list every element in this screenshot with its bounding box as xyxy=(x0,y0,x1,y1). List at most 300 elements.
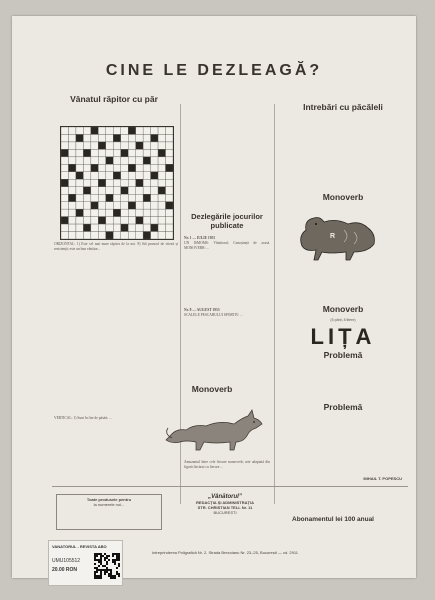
qr-module xyxy=(116,571,118,573)
crossword-cell xyxy=(83,172,90,179)
qr-module xyxy=(116,553,118,555)
qr-module xyxy=(98,575,100,577)
qr-module xyxy=(112,577,114,579)
crossword-cell xyxy=(113,127,120,134)
crossword-cell xyxy=(121,179,128,186)
crossword-black-cell xyxy=(98,179,105,186)
crossword-cell xyxy=(113,217,120,224)
crossword-cell xyxy=(106,217,113,224)
address-line-1: REDACȚIA ȘI ADMINISTRAȚIA xyxy=(196,500,254,505)
crossword-cell xyxy=(151,164,158,171)
crossword-cell xyxy=(158,134,165,141)
qr-module xyxy=(116,573,118,575)
crossword-cell xyxy=(166,127,173,134)
crossword-header: Vânatul răpitor cu păr xyxy=(70,94,158,104)
sticker-line-3: 20.00 RON xyxy=(52,567,78,573)
qr-module xyxy=(96,569,98,571)
crossword-cell xyxy=(128,232,135,239)
clues-horizontal-lead: ORIZONTAL: 1) Este cel mai mare răpitor de la noi. 8) Stă pruncul de viteză și rezistență; este un bun vânător... xyxy=(54,242,178,251)
crossword-cell xyxy=(151,179,158,186)
qr-module xyxy=(100,571,102,573)
qr-module xyxy=(94,563,96,565)
footer-box-line-1: Toate produsele pentru xyxy=(86,497,132,502)
crossword-cell xyxy=(76,224,83,231)
crossword-cell xyxy=(143,142,150,149)
crossword-cell xyxy=(83,164,90,171)
crossword-cell xyxy=(151,157,158,164)
qr-module xyxy=(98,565,100,567)
crossword-cell xyxy=(128,209,135,216)
crossword-black-cell xyxy=(128,127,135,134)
crossword-cell xyxy=(76,164,83,171)
crossword-cell xyxy=(136,134,143,141)
crossword-black-cell xyxy=(121,224,128,231)
crossword-cell xyxy=(136,224,143,231)
crossword-cell xyxy=(83,217,90,224)
crossword-cell xyxy=(143,134,150,141)
crossword-cell xyxy=(76,149,83,156)
crossword-black-cell xyxy=(151,172,158,179)
crossword-cell xyxy=(143,224,150,231)
crossword-cell xyxy=(83,232,90,239)
crossword-black-cell xyxy=(91,127,98,134)
qr-module xyxy=(94,553,96,555)
qr-module xyxy=(108,575,110,577)
address-line-2: STR. CHRISTIAN TELL Nr. 11 xyxy=(197,505,253,510)
qr-module xyxy=(116,555,118,557)
crossword-cell xyxy=(151,209,158,216)
crossword-cell xyxy=(151,142,158,149)
qr-module xyxy=(118,565,120,567)
crossword-black-cell xyxy=(143,194,150,201)
qr-module xyxy=(106,561,108,563)
crossword-black-cell xyxy=(83,187,90,194)
problem-2-text xyxy=(280,414,408,470)
crossword-cell xyxy=(166,179,173,186)
crossword-cell xyxy=(136,172,143,179)
crossword-cell xyxy=(106,149,113,156)
crossword-black-cell xyxy=(61,179,68,186)
solutions-text: SCALELE PESCARULUI SPORTIV: ... xyxy=(184,313,243,318)
crossword-cell xyxy=(113,187,120,194)
crossword-cell xyxy=(68,149,75,156)
qr-module xyxy=(110,569,112,571)
crossword-cell xyxy=(98,194,105,201)
crossword-cell xyxy=(121,142,128,149)
crossword-cell xyxy=(136,232,143,239)
crossword-cell xyxy=(136,164,143,171)
crossword-cell xyxy=(98,232,105,239)
issue-heading: Nr. 1 — IULIE 1955 xyxy=(184,236,216,240)
crossword-cell xyxy=(68,232,75,239)
qr-module xyxy=(98,577,100,579)
crossword-cell xyxy=(68,202,75,209)
crossword-black-cell xyxy=(158,149,165,156)
qr-module xyxy=(110,573,112,575)
qr-module xyxy=(118,553,120,555)
crossword-cell xyxy=(128,149,135,156)
monoverb-header-right: Monoverb xyxy=(322,192,364,202)
crossword-black-cell xyxy=(151,224,158,231)
crossword-cell xyxy=(76,232,83,239)
crossword-cell xyxy=(68,179,75,186)
crossword-cell xyxy=(76,127,83,134)
crossword-cell xyxy=(76,179,83,186)
crossword-cell xyxy=(113,157,120,164)
crossword-cell xyxy=(166,194,173,201)
crossword-cell xyxy=(151,217,158,224)
lita-word: LIȚA xyxy=(310,324,376,349)
crossword-cell xyxy=(113,179,120,186)
crossword-black-cell xyxy=(113,134,120,141)
crossword-black-cell xyxy=(166,164,173,171)
crossword-black-cell xyxy=(128,164,135,171)
qr-module xyxy=(118,575,120,577)
crossword-cell xyxy=(98,149,105,156)
crossword-cell xyxy=(143,127,150,134)
crossword-cell xyxy=(61,202,68,209)
crossword-black-cell xyxy=(106,232,113,239)
crossword-cell xyxy=(61,194,68,201)
trick-questions-header: Intrebări cu păcăleli xyxy=(303,102,383,112)
fox-illustration xyxy=(164,398,268,458)
printer-imprint: Intreprinderea Poligrafică Nr. 2, Strada Brezoianu Nr. 23–25, București — cd. 2911 xyxy=(151,550,298,555)
crossword-cell xyxy=(61,224,68,231)
crossword-cell xyxy=(91,157,98,164)
crossword-cell xyxy=(158,157,165,164)
crossword-cell xyxy=(143,187,150,194)
crossword-cell xyxy=(166,142,173,149)
crossword-cell xyxy=(106,179,113,186)
crossword-cell xyxy=(151,149,158,156)
qr-module xyxy=(98,561,100,563)
crossword-cell xyxy=(83,157,90,164)
crossword-cell xyxy=(68,157,75,164)
crossword-cell xyxy=(106,134,113,141)
qr-module xyxy=(114,559,116,561)
qr-module xyxy=(108,559,110,561)
qr-module xyxy=(104,565,106,567)
sticker-line-1: VANATORUL - REVISTA ABO xyxy=(52,544,107,549)
crossword-cell xyxy=(76,217,83,224)
qr-module xyxy=(94,573,96,575)
crossword-cell xyxy=(143,179,150,186)
crossword-cell xyxy=(151,187,158,194)
crossword-cell xyxy=(113,232,120,239)
crossword-cell xyxy=(143,209,150,216)
qr-module xyxy=(96,567,98,569)
qr-module xyxy=(102,569,104,571)
crossword-cell xyxy=(158,217,165,224)
qr-module xyxy=(100,573,102,575)
crossword-clues-vertical xyxy=(54,416,178,496)
qr-module xyxy=(104,571,106,573)
crossword-cell xyxy=(76,187,83,194)
crossword-grid xyxy=(60,126,174,240)
qr-module xyxy=(94,575,96,577)
crossword-cell xyxy=(121,164,128,171)
qr-module xyxy=(100,555,102,557)
column-divider xyxy=(274,104,275,504)
crossword-clues-horizontal xyxy=(54,242,178,412)
crossword-cell xyxy=(143,202,150,209)
qr-module xyxy=(112,559,114,561)
magazine-name: „Vânătorul” xyxy=(208,494,242,500)
crossword-cell xyxy=(128,142,135,149)
qr-module xyxy=(106,571,108,573)
address-line-3: BUCUREȘTI xyxy=(213,510,237,515)
crossword-black-cell xyxy=(91,202,98,209)
crossword-cell xyxy=(91,134,98,141)
crossword-cell xyxy=(158,142,165,149)
crossword-cell xyxy=(83,179,90,186)
problem-header-1: Problemă xyxy=(323,350,363,360)
crossword-black-cell xyxy=(91,164,98,171)
crossword-cell xyxy=(106,172,113,179)
crossword-black-cell xyxy=(98,217,105,224)
crossword-black-cell xyxy=(76,134,83,141)
crossword-cell xyxy=(166,224,173,231)
qr-module xyxy=(96,555,98,557)
qr-module xyxy=(98,569,100,571)
qr-module xyxy=(112,555,114,557)
crossword-black-cell xyxy=(136,142,143,149)
crossword-cell xyxy=(151,232,158,239)
crossword-black-cell xyxy=(143,232,150,239)
crossword-cell xyxy=(136,202,143,209)
qr-module xyxy=(114,553,116,555)
crossword-cell xyxy=(121,209,128,216)
seller-sticker xyxy=(48,540,123,586)
crossword-black-cell xyxy=(68,164,75,171)
crossword-cell xyxy=(91,194,98,201)
crossword-cell xyxy=(91,232,98,239)
crossword-cell xyxy=(68,142,75,149)
qr-module xyxy=(110,575,112,577)
crossword-cell xyxy=(121,134,128,141)
qr-module xyxy=(94,557,96,559)
qr-module xyxy=(114,563,116,565)
crossword-black-cell xyxy=(83,149,90,156)
crossword-black-cell xyxy=(143,157,150,164)
qr-module xyxy=(94,555,96,557)
crossword-cell xyxy=(136,194,143,201)
qr-module xyxy=(108,555,110,557)
crossword-cell xyxy=(106,142,113,149)
crossword-cell xyxy=(91,187,98,194)
crossword-cell xyxy=(166,157,173,164)
crossword-cell xyxy=(106,164,113,171)
crossword-cell xyxy=(91,149,98,156)
crossword-cell xyxy=(166,134,173,141)
crossword-cell xyxy=(143,217,150,224)
sticker-line-2: UMU105512 xyxy=(52,558,81,564)
grouse-illustration xyxy=(284,206,394,266)
crossword-cell xyxy=(83,209,90,216)
solutions-block-1 xyxy=(184,236,270,306)
qr-module xyxy=(96,553,98,555)
qr-module xyxy=(100,575,102,577)
crossword-black-cell xyxy=(121,149,128,156)
grouse-letter-r: R xyxy=(330,233,336,240)
crossword-black-cell xyxy=(61,217,68,224)
qr-module xyxy=(96,571,98,573)
editorial-address xyxy=(166,494,284,515)
crossword-cell xyxy=(91,209,98,216)
qr-module xyxy=(112,575,114,577)
crossword-cell xyxy=(76,157,83,164)
crossword-cell xyxy=(166,149,173,156)
crossword-cell xyxy=(91,142,98,149)
crossword-cell xyxy=(128,172,135,179)
qr-module xyxy=(114,575,116,577)
crossword-cell xyxy=(128,217,135,224)
solutions-block-2 xyxy=(184,308,270,378)
crossword-cell xyxy=(61,209,68,216)
qr-module xyxy=(106,569,108,571)
qr-module xyxy=(106,557,108,559)
crossword-cell xyxy=(121,172,128,179)
qr-module xyxy=(116,567,118,569)
problem-header-2: Problemă xyxy=(323,402,363,412)
qr-module xyxy=(104,559,106,561)
crossword-cell xyxy=(136,127,143,134)
crossword-cell xyxy=(106,209,113,216)
qr-module xyxy=(102,565,104,567)
qr-module xyxy=(118,559,120,561)
trick-questions-text xyxy=(280,116,408,182)
crossword-cell xyxy=(76,142,83,149)
qr-module xyxy=(106,555,108,557)
qr-module xyxy=(96,559,98,561)
qr-module xyxy=(104,557,106,559)
crossword-cell xyxy=(136,187,143,194)
crossword-cell xyxy=(83,127,90,134)
qr-code-icon xyxy=(94,553,120,579)
crossword-cell xyxy=(143,164,150,171)
qr-module xyxy=(118,573,120,575)
crossword-cell xyxy=(121,217,128,224)
subscription-note: Abonamentul lei 100 anual xyxy=(292,516,374,523)
crossword-cell xyxy=(106,127,113,134)
crossword-cell xyxy=(98,187,105,194)
magazine-page xyxy=(12,16,416,578)
crossword-cell xyxy=(113,194,120,201)
intro-text xyxy=(184,102,270,212)
qr-module xyxy=(100,563,102,565)
crossword-cell xyxy=(106,187,113,194)
crossword-cell xyxy=(113,224,120,231)
page-title: CINE LE DEZLEAGĂ? xyxy=(105,62,323,79)
footer-box-left xyxy=(56,494,162,530)
crossword-black-cell xyxy=(76,172,83,179)
crossword-cell xyxy=(166,209,173,216)
crossword-cell xyxy=(151,127,158,134)
crossword-cell xyxy=(68,134,75,141)
crossword-black-cell xyxy=(76,209,83,216)
crossword-cell xyxy=(136,149,143,156)
qr-module xyxy=(100,557,102,559)
crossword-cell xyxy=(83,142,90,149)
crossword-cell xyxy=(128,134,135,141)
crossword-cell xyxy=(158,232,165,239)
crossword-cell xyxy=(98,202,105,209)
qr-module xyxy=(110,577,112,579)
footer-box-line-2: la numerele noi... xyxy=(93,502,125,507)
crossword-cell xyxy=(98,134,105,141)
crossword-black-cell xyxy=(136,179,143,186)
crossword-black-cell xyxy=(113,209,120,216)
crossword-cell xyxy=(98,164,105,171)
qr-module xyxy=(100,577,102,579)
crossword-cell xyxy=(61,134,68,141)
crossword-cell xyxy=(76,194,83,201)
qr-module xyxy=(104,569,106,571)
qr-module xyxy=(108,573,110,575)
crossword-cell xyxy=(98,172,105,179)
crossword-cell xyxy=(83,134,90,141)
crossword-cell xyxy=(121,202,128,209)
qr-module xyxy=(110,571,112,573)
crossword-cell xyxy=(98,127,105,134)
crossword-black-cell xyxy=(113,172,120,179)
qr-module xyxy=(116,559,118,561)
crossword-cell xyxy=(166,187,173,194)
crossword-cell xyxy=(136,209,143,216)
crossword-cell xyxy=(61,164,68,171)
crossword-cell xyxy=(61,127,68,134)
crossword-cell xyxy=(113,149,120,156)
crossword-cell xyxy=(136,157,143,164)
crossword-black-cell xyxy=(98,142,105,149)
qr-module xyxy=(94,567,96,569)
solutions-header: Dezlegările jocurilor publicate xyxy=(191,212,263,230)
crossword-cell xyxy=(143,172,150,179)
crossword-black-cell xyxy=(158,187,165,194)
problem-1-text xyxy=(280,362,408,398)
crossword-cell xyxy=(121,127,128,134)
crossword-cell xyxy=(158,164,165,171)
crossword-cell xyxy=(128,157,135,164)
author-signature: MIHAIL T. POPESCU xyxy=(363,476,402,481)
crossword-cell xyxy=(166,217,173,224)
crossword-cell xyxy=(61,187,68,194)
issue-heading: Nr. 8 — AUGUST 1955 xyxy=(184,308,220,312)
crossword-black-cell xyxy=(106,194,113,201)
monoverb-caption: Amuzantul între cele fiecare monoverb; arte adaptată din figură fiecărui cu fiecare ... xyxy=(184,460,270,469)
qr-module xyxy=(100,561,102,563)
crossword-cell xyxy=(83,202,90,209)
qr-module xyxy=(116,557,118,559)
clues-vertical-lead: VERTICAL: 1) Sunt în fire de păsări; ... xyxy=(54,416,112,420)
qr-module xyxy=(102,555,104,557)
qr-module xyxy=(100,553,102,555)
crossword-cell xyxy=(121,157,128,164)
crossword-cell xyxy=(128,179,135,186)
qr-module xyxy=(98,553,100,555)
qr-module xyxy=(118,563,120,565)
crossword-cell xyxy=(151,202,158,209)
crossword-cell xyxy=(143,149,150,156)
qr-module xyxy=(100,569,102,571)
crossword-cell xyxy=(76,202,83,209)
qr-module xyxy=(94,577,96,579)
crossword-cell xyxy=(61,232,68,239)
crossword-cell xyxy=(158,194,165,201)
crossword-cell xyxy=(166,232,173,239)
crossword-black-cell xyxy=(61,149,68,156)
monoverb-header-lita: Monoverb xyxy=(322,304,364,314)
